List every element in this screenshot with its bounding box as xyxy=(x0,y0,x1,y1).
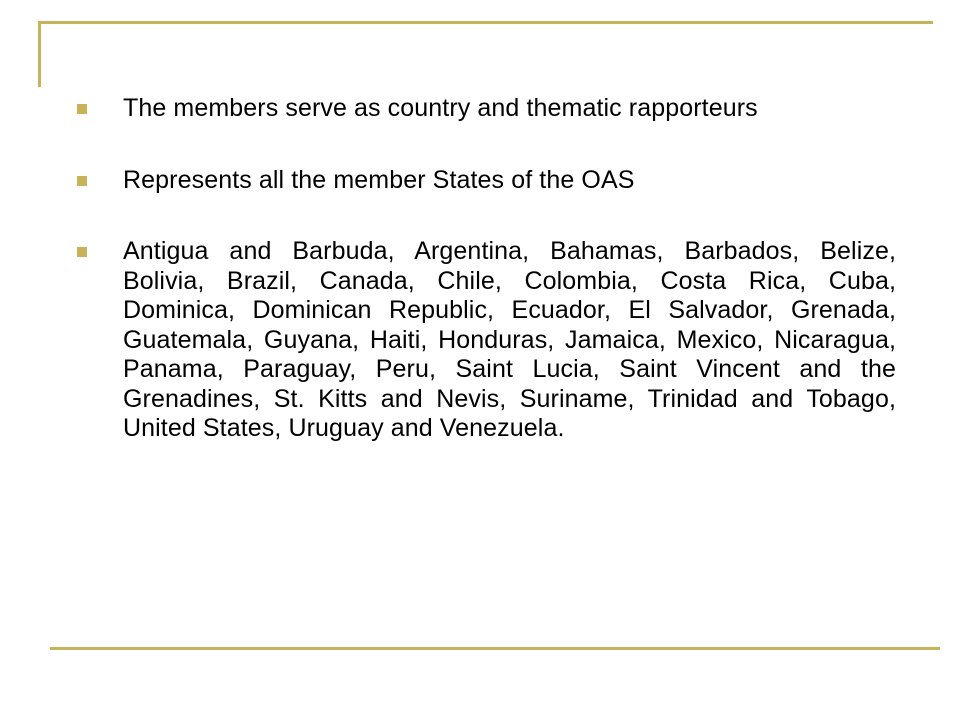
bullet-item-member-states xyxy=(74,166,896,196)
square-bullet-icon xyxy=(77,247,87,257)
bullet-text: The members serve as country and thematic rapporteurs xyxy=(123,94,758,122)
square-bullet-icon xyxy=(77,176,87,186)
bottom-frame-line xyxy=(50,647,940,650)
bullet-text: Represents all the member States of the OAS xyxy=(123,165,635,194)
bullet-text: Antigua and Barbuda, Argentina, Bahamas, Barbados, Belize, Bolivia, Brazil, Canada, Chile, Colombia, Costa Rica, Cuba, Dominica, Dominican Republic, Ecuador, El Salvador, Grenada, Guatemala, Guyana, Haiti, Honduras, Jamaica, Mexico, Nicaragua, Panama, Paraguay, Peru, Saint Lucia, Saint Vincent and the Grenadines, St. Kitts and Nevis, Suriname, Trinidad and Tobago, United States, Uruguay and Venezuela. xyxy=(123,237,896,442)
top-frame-line xyxy=(40,21,933,24)
bullet-item-rapporteurs xyxy=(74,94,896,124)
left-frame-line xyxy=(38,21,41,87)
bullet-item-country-list xyxy=(74,237,896,444)
square-bullet-icon xyxy=(77,104,87,114)
bullet-list xyxy=(74,94,896,444)
